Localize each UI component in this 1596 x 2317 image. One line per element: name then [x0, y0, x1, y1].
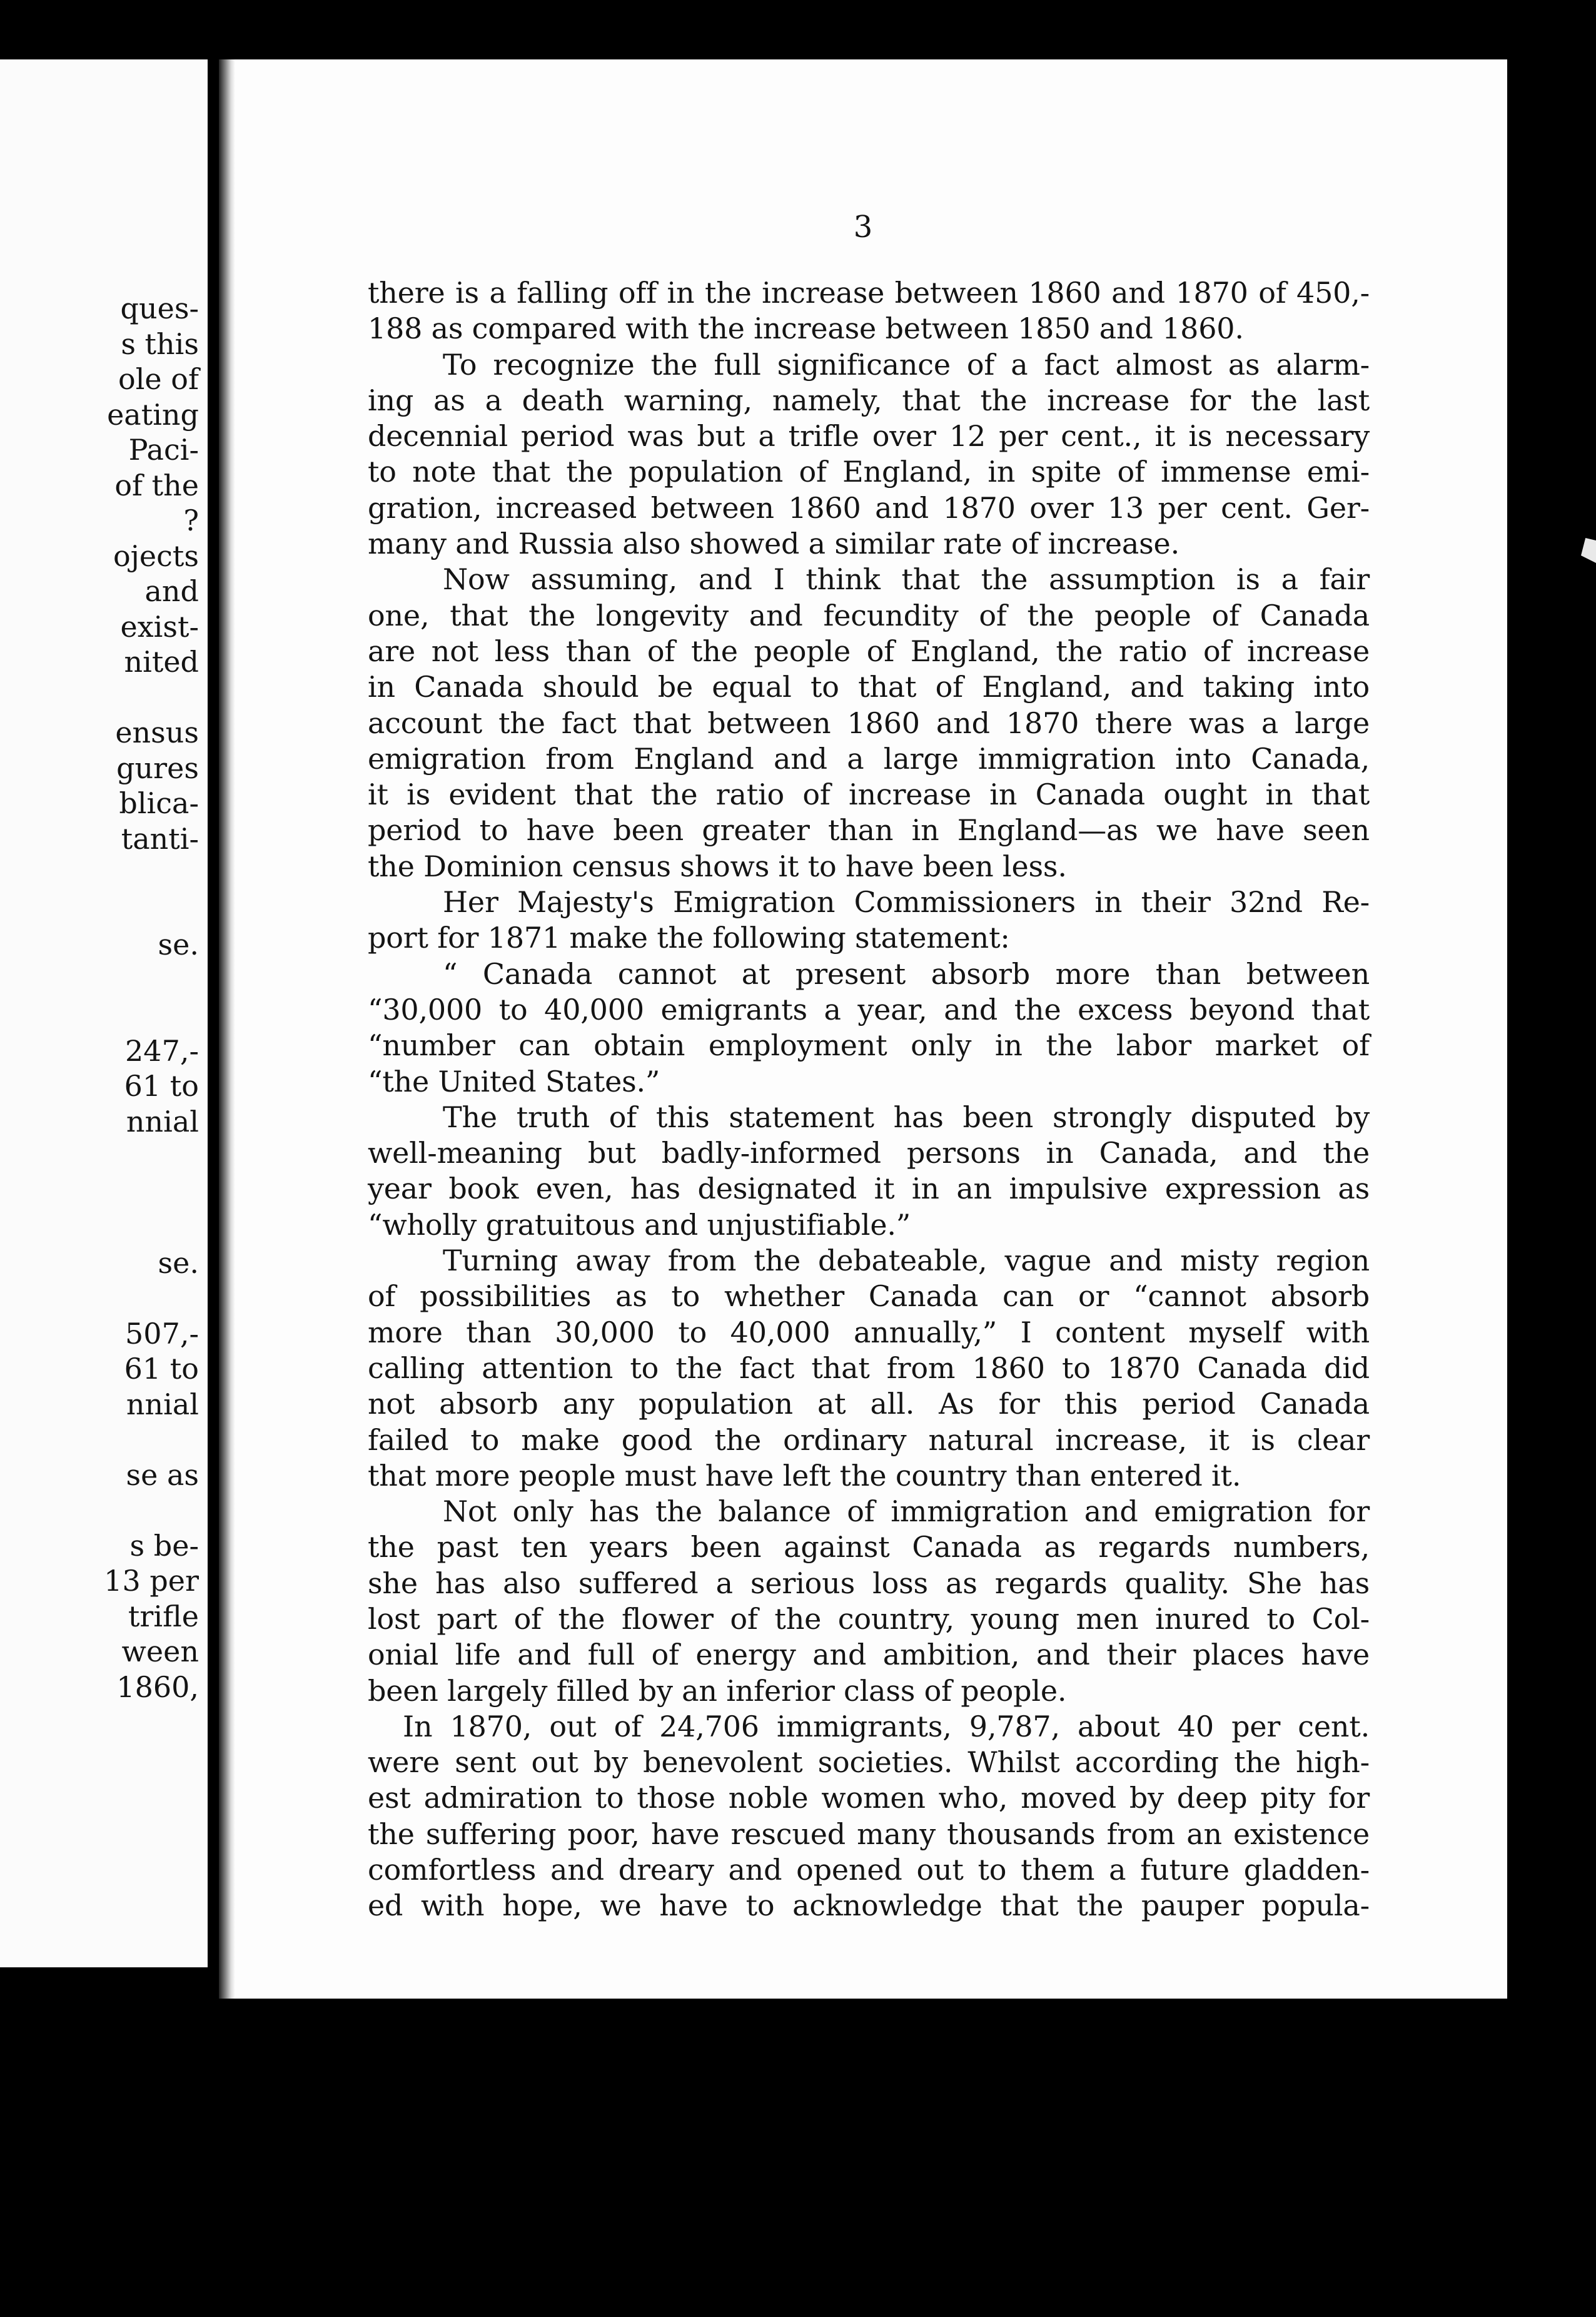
- text-line: calling attention to the fact that from 1860 to 1870 Canada did: [368, 1351, 1370, 1385]
- fragment-line: ojects: [113, 539, 199, 573]
- text-line: port for 1871 make the following statement:: [368, 921, 1010, 955]
- text-line: to note that the population of England, in spite of immense emi-: [368, 455, 1370, 489]
- text-line: in Canada should be equal to that of England, and taking into: [368, 670, 1370, 704]
- fragment-line: ensus: [115, 716, 199, 749]
- text-line: “30,000 to 40,000 emigrants a year, and the excess beyond that: [368, 992, 1370, 1027]
- fragment-line: 61 to: [124, 1069, 199, 1103]
- fragment-line: 61 to: [124, 1352, 199, 1386]
- page-number: 3: [853, 210, 873, 245]
- text-line: many and Russia also showed a similar rate of increase.: [368, 527, 1180, 561]
- text-line: account the fact that between 1860 and 1870 there was a large: [368, 706, 1370, 740]
- fragment-line: Paci-: [128, 433, 199, 467]
- fragment-line: 1860,: [116, 1670, 199, 1704]
- text-line: were sent out by benevolent societies. Whilst according the high-: [368, 1745, 1370, 1780]
- page: [219, 59, 1507, 1999]
- text-line: Turning away from the debateable, vague and misty region: [443, 1244, 1370, 1278]
- fragment-line: eating: [107, 397, 199, 432]
- fragment-line: se as: [126, 1458, 199, 1492]
- text-line: est admiration to those noble women who, moved by deep pity for: [368, 1781, 1370, 1815]
- scan-artifact: [1581, 538, 1596, 563]
- text-line: decennial period was but a trifle over 12 per cent., it is necessary: [368, 419, 1370, 454]
- fragment-line: se.: [158, 1245, 199, 1280]
- text-line: gration, increased between 1860 and 1870 over 13 per cent. Ger-: [368, 490, 1370, 525]
- text-line: The truth of this statement has been strongly disputed by: [443, 1100, 1370, 1134]
- text-line: 188 as compared with the increase between 1850 and 1860.: [368, 312, 1244, 346]
- fragment-line: trifle: [128, 1599, 199, 1633]
- text-line: In 1870, out of 24,706 immigrants, 9,787, about 40 per cent.: [403, 1709, 1370, 1743]
- text-line: the past ten years been against Canada as regards numbers,: [368, 1530, 1370, 1564]
- text-line: ed with hope, we have to acknowledge that the pauper popula-: [368, 1889, 1370, 1923]
- fragment-line: se.: [158, 928, 199, 961]
- fragment-line: nited: [124, 645, 199, 679]
- fragment-line: and: [144, 574, 199, 608]
- text-line: “number can obtain employment only in the labor market of: [368, 1028, 1370, 1063]
- gutter-shadow: [219, 59, 235, 1999]
- text-line: Her Majesty's Emigration Commissioners in their 32nd Re-: [443, 885, 1370, 920]
- text-line: there is a falling off in the increase between 1860 and 1870 of 450,-: [368, 276, 1370, 310]
- text-line: “wholly gratuitous and unjustifiable.”: [368, 1207, 911, 1242]
- text-line: of possibilities as to whether Canada can or “cannot absorb: [368, 1279, 1370, 1314]
- fragment-line: s be-: [129, 1528, 199, 1563]
- text-line: emigration from England and a large immigration into Canada,: [368, 741, 1370, 776]
- text-line: lost part of the flower of the country, young men inured to Col-: [368, 1601, 1370, 1636]
- text-line: Now assuming, and I think that the assumption is a fair: [443, 562, 1370, 597]
- text-line: more than 30,000 to 40,000 annually,” I content myself with: [368, 1315, 1370, 1349]
- text-line: one, that the longevity and fecundity of the people of Canada: [368, 598, 1370, 632]
- text-line: that more people must have left the country than entered it.: [368, 1458, 1241, 1493]
- fragment-line: ques-: [120, 292, 199, 325]
- text-line: “the United States.”: [368, 1064, 660, 1098]
- text-line: well-meaning but badly-informed persons in Canada, and the: [368, 1136, 1370, 1170]
- text-line: the Dominion census shows it to have been less.: [368, 849, 1067, 883]
- fragment-line: tanti-: [121, 821, 199, 856]
- fragment-line: nnial: [126, 1104, 199, 1138]
- text-line: the suffering poor, have rescued many thousands from an existence: [368, 1817, 1370, 1851]
- text-line: failed to make good the ordinary natural increase, it is clear: [368, 1422, 1370, 1457]
- fragment-line: 247,-: [125, 1033, 199, 1068]
- text-line: she has also suffered a serious loss as regards quality. She has: [368, 1566, 1370, 1600]
- fragment-line: ?: [183, 504, 199, 537]
- fragment-line: ole of: [118, 362, 199, 396]
- text-line: ing as a death warning, namely, that the increase for the last: [368, 383, 1370, 417]
- fragment-line: nnial: [126, 1387, 199, 1421]
- text-line: it is evident that the ratio of increase in Canada ought in that: [368, 778, 1370, 812]
- text-line: period to have been greater than in England—as we have seen: [368, 813, 1370, 848]
- fragment-line: exist-: [120, 609, 199, 644]
- text-line: comfortless and dreary and opened out to them a future gladden-: [368, 1853, 1370, 1887]
- fragment-line: 507,-: [125, 1316, 199, 1351]
- previous-page-fragment: [0, 59, 208, 1967]
- text-line: To recognize the full significance of a fact almost as alarm-: [443, 347, 1370, 382]
- text-line: onial life and full of energy and ambition, and their places have: [368, 1638, 1370, 1672]
- text-line: Not only has the balance of immigration and emigration for: [443, 1494, 1370, 1529]
- text-line: not absorb any population at all. As for this period Canada: [368, 1387, 1370, 1421]
- text-line: been largely filled by an inferior class of people.: [368, 1673, 1067, 1708]
- text-line: “ Canada cannot at present absorb more than between: [443, 956, 1370, 991]
- text-line: are not less than of the people of England, the ratio of increase: [368, 634, 1370, 668]
- body-text: [368, 275, 1370, 1924]
- fragment-line: blica-: [119, 786, 199, 820]
- fragment-line: ween: [121, 1635, 199, 1668]
- fragment-line: 13 per: [104, 1564, 199, 1598]
- fragment-line: s this: [121, 327, 199, 361]
- fragment-line: of the: [114, 468, 199, 502]
- text-line: year book even, has designated it in an impulsive expression as: [368, 1172, 1370, 1206]
- fragment-line: gures: [116, 751, 199, 785]
